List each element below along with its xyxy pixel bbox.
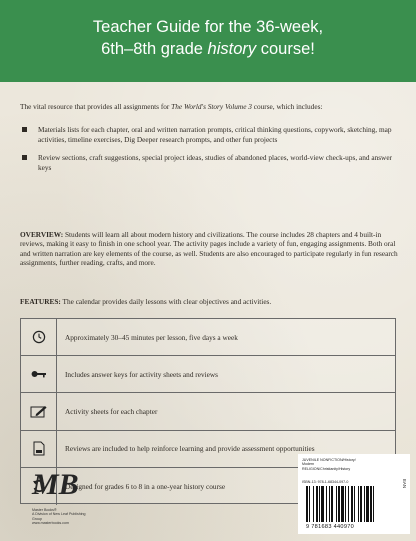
bullet-square-icon — [22, 127, 27, 132]
barcode-bar — [360, 486, 362, 522]
publisher-name: Master Books® — [32, 508, 57, 512]
barcode-number: 9 781683 440970 — [306, 524, 355, 530]
category-line-2: Modern — [302, 462, 315, 467]
table-row — [21, 356, 395, 393]
barcode-bar — [373, 486, 374, 522]
barcode-bar — [306, 486, 308, 522]
category-text — [302, 458, 356, 471]
features-label: FEATURES: — [20, 297, 61, 306]
category-line-1: JUVENILE NONFICTION/History/ — [302, 458, 356, 462]
features-text: The calendar provides daily lessons with clear objectives and activities. — [60, 297, 272, 306]
features-paragraph — [20, 297, 404, 306]
barcode-bar — [358, 486, 359, 522]
overview-label: OVERVIEW: — [20, 230, 64, 239]
barcode-bar — [345, 486, 346, 522]
list-item-text: Review sections, craft suggestions, special project ideas, studies of abandoned places, world-view check-ups, and answer keys — [38, 153, 392, 172]
barcode-bar — [336, 486, 337, 522]
table-row — [21, 393, 395, 430]
banner-line-2-end: course! — [256, 40, 315, 58]
includes-list — [20, 125, 400, 172]
barcode-bar — [341, 486, 344, 522]
barcode-bar — [326, 486, 327, 522]
list-item — [20, 153, 400, 172]
overview-text: Students will learn all about modern history and civilizations. The course includes 28 chapters and 4 built-in reviews, making it easy to finish in one school year. The activity pages include a variety of fun, engaging assignments. Both oral and written narration are key elements of the course, as well. Students are also encouraged to participate regularly in fun research assignments, further reading, crafts, and more. — [20, 230, 398, 268]
feature-text: Includes answer keys for activity sheets and reviews — [65, 369, 218, 379]
barcode-bar — [370, 486, 372, 522]
barcode-bars — [306, 486, 398, 522]
feature-text: Approximately 30–45 minutes per lesson, five days a week — [65, 332, 238, 342]
intro-section — [20, 102, 400, 181]
feature-text: Reviews are included to help reinforce learning and provide assessment opportunities — [65, 444, 315, 454]
banner-history-word: history — [207, 40, 257, 58]
barcode-bar — [354, 486, 355, 522]
banner-line-1: Teacher Guide for the 36-week, — [92, 18, 324, 36]
intro-text-start: The vital resource that provides all assignments for — [20, 102, 172, 111]
barcode-bar — [316, 486, 318, 522]
key-icon — [21, 356, 57, 392]
barcode-bar — [309, 486, 310, 522]
barcode-bar — [348, 486, 349, 522]
list-item-text: Materials lists for each chapter, oral and written narration prompts, critical thinking questions, copywork, sketching, map activities, timeline exercises, Dig Deeper research prompts, and other fun projects — [38, 125, 392, 144]
feature-text: Designed for grades 6 to 8 in a one-year history course — [65, 481, 226, 491]
isbn-text: ISBN-13: 978-1-68344-097-0 — [302, 480, 349, 484]
banner-line-2-start: 6th–8th grade — [101, 40, 208, 58]
overview-paragraph — [20, 230, 404, 268]
barcode-bar — [351, 486, 353, 522]
logo-monogram: MB — [32, 468, 79, 501]
clock-icon — [21, 319, 57, 355]
intro-book-title: The World's Story Volume 3 — [171, 102, 252, 111]
barcode-bar — [338, 486, 340, 522]
intro-paragraph — [20, 102, 400, 111]
document-icon — [21, 431, 57, 467]
logo-text — [32, 508, 92, 526]
list-item — [20, 125, 400, 144]
publisher-logo — [26, 468, 86, 536]
barcode-bar — [331, 486, 333, 522]
barcode-bar — [329, 486, 330, 522]
barcode-bar — [364, 486, 365, 522]
barcode-panel — [298, 454, 410, 534]
header-banner — [0, 0, 416, 82]
table-row — [21, 319, 395, 356]
bullet-square-icon — [22, 155, 27, 160]
barcode-bar — [321, 486, 324, 522]
intro-text-end: course, which includes: — [251, 102, 323, 111]
category-line-3: RELIGION/Christianity/History — [302, 466, 351, 471]
barcode-bar — [319, 486, 320, 522]
ean-label: EAN — [402, 478, 407, 488]
barcode-bar — [366, 486, 369, 522]
feature-text: Activity sheets for each chapter — [65, 406, 158, 416]
publisher-tagline: A Division of New Leaf Publishing Group — [32, 512, 86, 521]
publisher-url: www.masterbooks.com — [32, 521, 69, 526]
banner-line-2 — [0, 38, 416, 60]
barcode-bar — [313, 486, 314, 522]
pencil-sheet-icon — [21, 393, 57, 429]
